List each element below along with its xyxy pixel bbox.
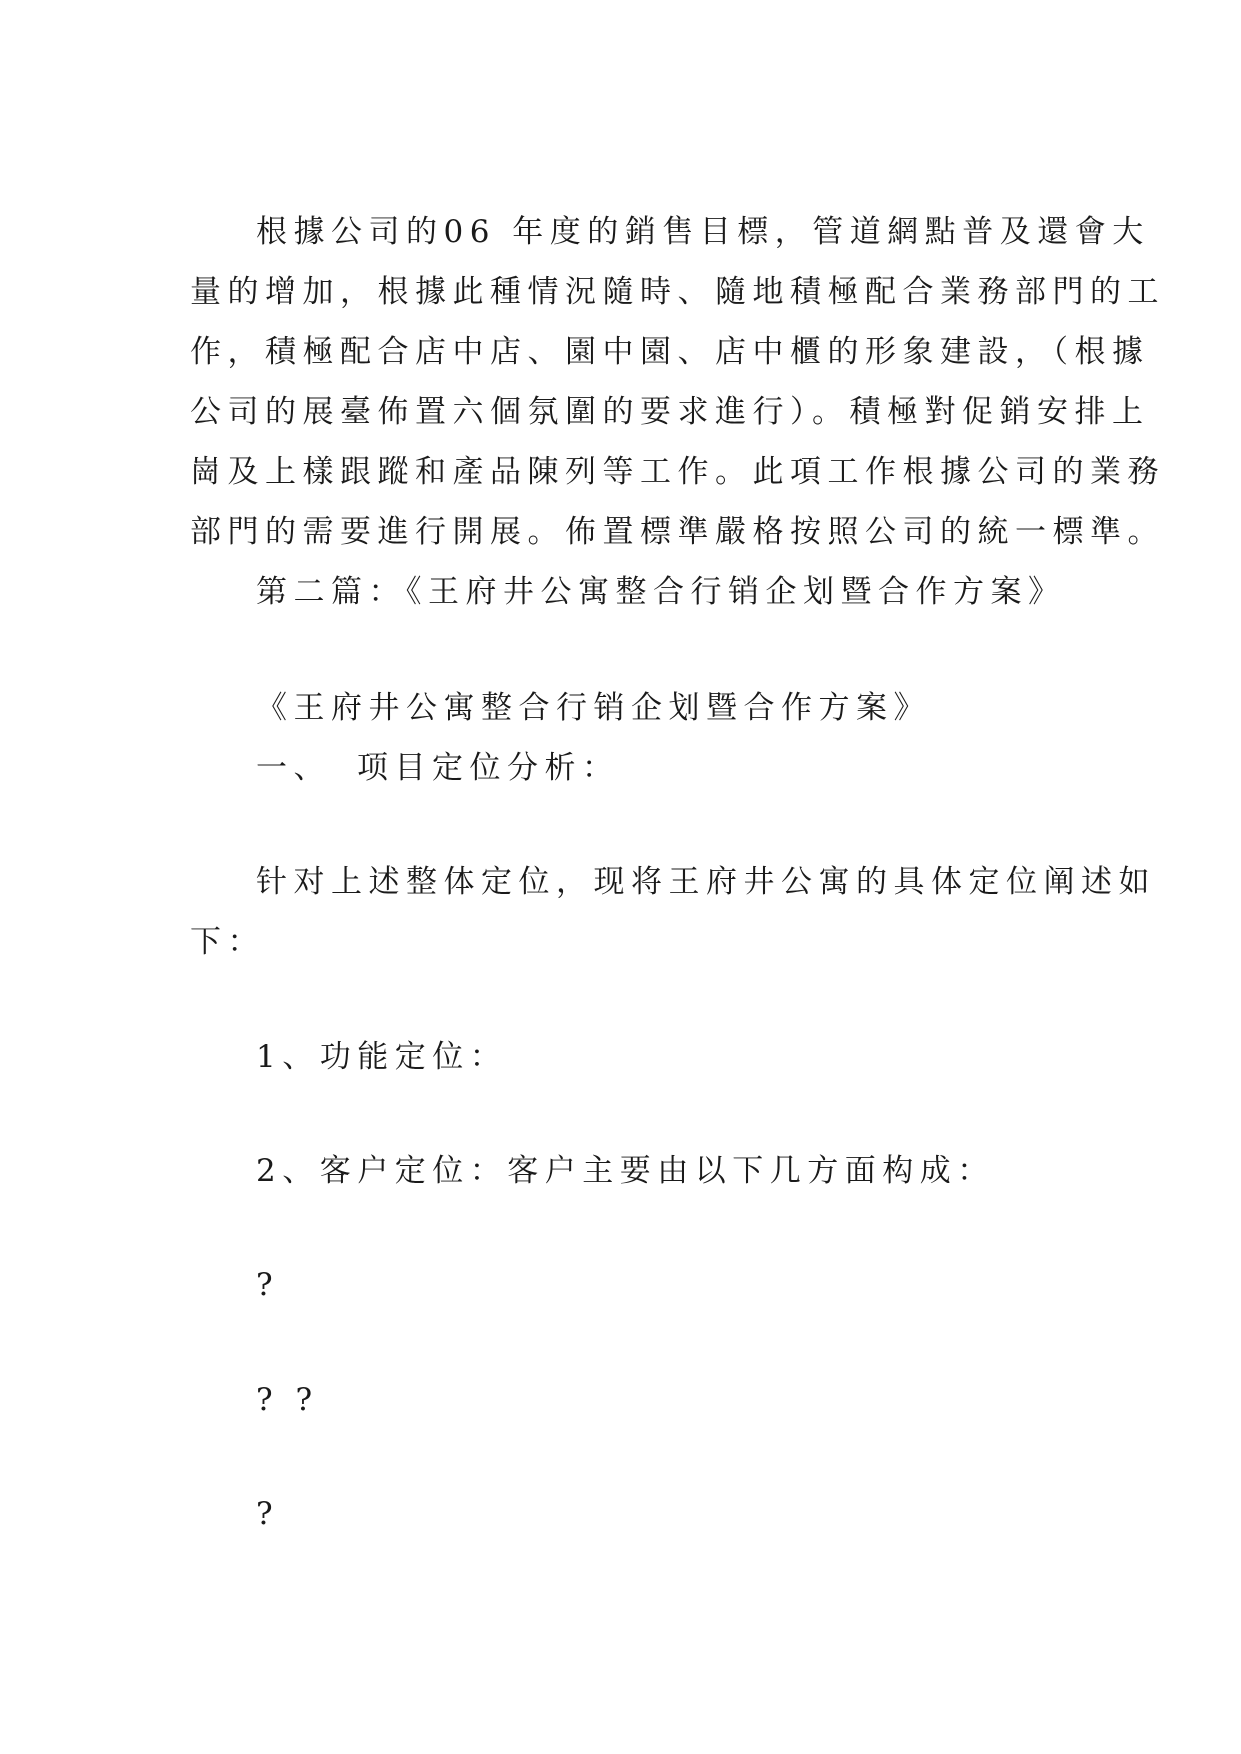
paragraph-line: 下： [190,924,265,960]
paragraph-line: 针对上述整体定位，现将王府井公寓的具体定位阐述如 [256,864,1156,900]
paragraph-line: 作，積極配合店中店、園中園、店中櫃的形象建設，（根據 [190,334,1150,370]
paragraph-line: 量的增加，根據此種情況隨時、隨地積極配合業務部門的工 [190,274,1165,310]
section-heading [256,748,1136,788]
paragraph-line: 公司的展臺佈置六個氛圍的要求進行）。積極對促銷安排上 [190,394,1150,430]
list-item: 2、客户定位：客户主要由以下几方面构成： [256,1153,995,1189]
section-title: 项目定位分析： [357,750,620,786]
document-title: 《王府井公寓整合行销企划暨合作方案》 [256,690,931,726]
list-item: 1、功能定位： [256,1039,508,1075]
paragraph-line: 崗及上樣跟蹤和產品陳列等工作。此項工作根據公司的業務 [190,454,1165,490]
paragraph-line: 部門的需要進行開展。佈置標準嚴格按照公司的統一標準。 [190,514,1165,550]
placeholder-bullet: ? [256,1267,280,1303]
paragraph-line: 根據公司的06 年度的銷售目標，管道網點普及還會大 [256,214,1150,250]
placeholder-bullet: ? [256,1496,280,1532]
section-number: 一、 [256,750,331,786]
chapter-heading: 第二篇：《王府井公寓整合行销企划暨合作方案》 [256,574,1066,610]
placeholder-bullet: ? ? [256,1382,319,1418]
